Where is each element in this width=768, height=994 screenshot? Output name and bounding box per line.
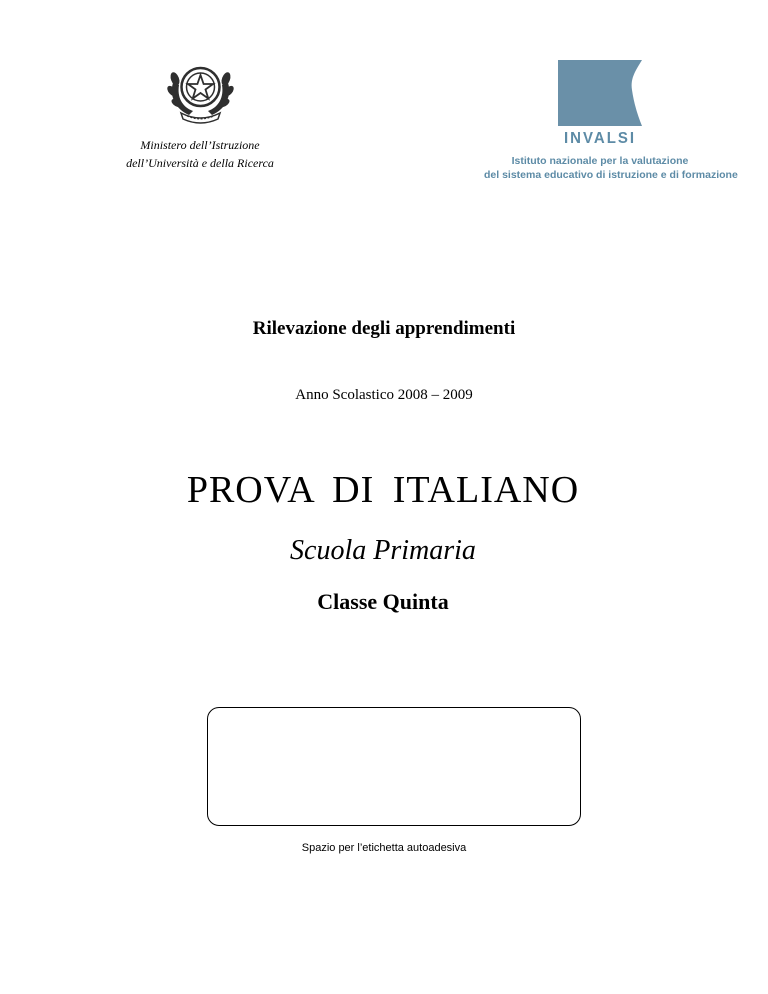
ministry-name xyxy=(100,136,300,172)
school-year: Anno Scolastico 2008 – 2009 xyxy=(295,387,473,403)
school-level: Scuola Primaria xyxy=(290,535,476,566)
sticker-label-box xyxy=(207,707,581,826)
invalsi-logo-text: INVALSI xyxy=(563,129,637,148)
invalsi-subtitle xyxy=(484,154,738,182)
test-title: PROVA DI ITALIANO xyxy=(186,469,580,511)
ministry-line-2: dell’Università e della Ricerca xyxy=(126,156,274,170)
survey-title: Rilevazione degli apprendimenti xyxy=(252,318,516,339)
invalsi-subtitle-line-2: del sistema educativo di istruzione e di formazione xyxy=(484,169,738,181)
sticker-label-caption: Spazio per l’etichetta autoadesiva xyxy=(301,842,467,854)
invalsi-subtitle-line-1: Istituto nazionale per la valutazione xyxy=(511,155,689,167)
ministry-line-1: Ministero dell’Istruzione xyxy=(140,138,260,152)
grade-label: Classe Quinta xyxy=(317,589,449,614)
italian-republic-emblem-icon xyxy=(163,53,238,125)
invalsi-flag-icon xyxy=(556,60,642,126)
